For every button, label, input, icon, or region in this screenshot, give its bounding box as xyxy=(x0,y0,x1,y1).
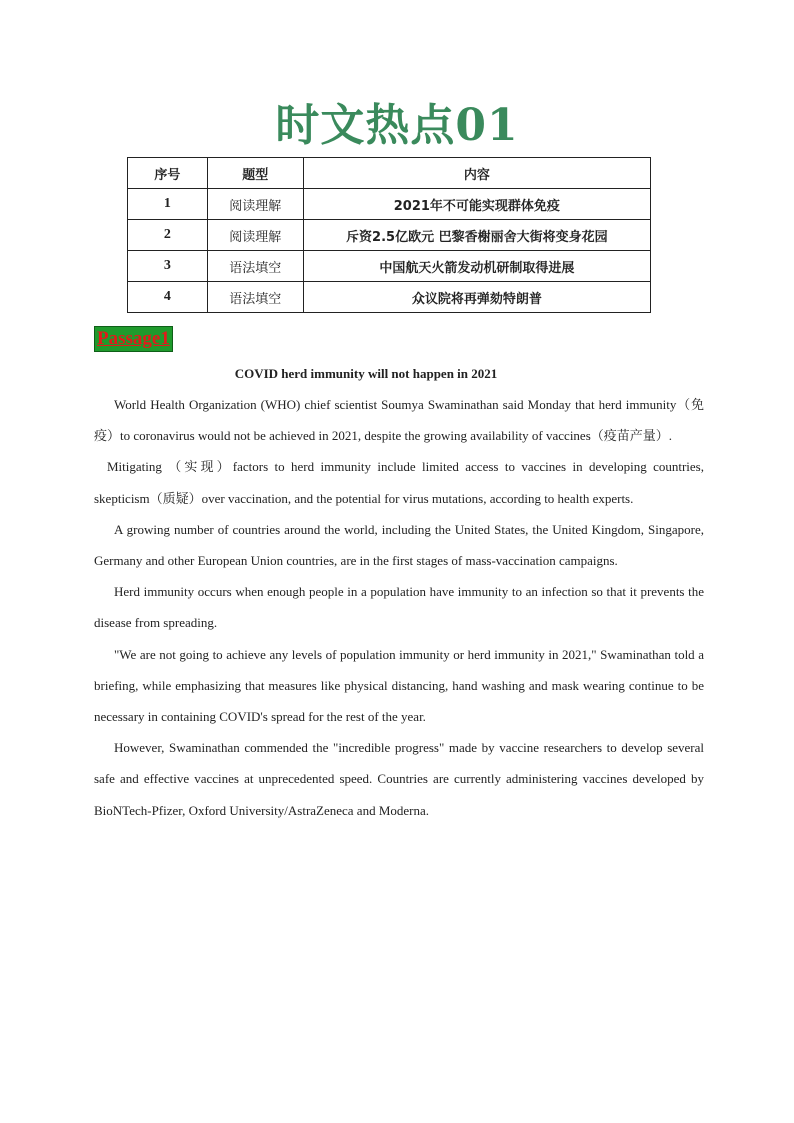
row-content: 众议院将再弹劾特朗普 xyxy=(303,282,650,313)
row-content: 2021年不可能实现群体免疫 xyxy=(303,189,650,220)
page-title: 时文热点01 xyxy=(275,100,519,151)
row-type: 阅读理解 xyxy=(207,189,303,220)
row-type: 语法填空 xyxy=(207,251,303,282)
table-header-row xyxy=(128,158,651,189)
header-content: 内容 xyxy=(303,158,650,189)
row-content: 中国航天火箭发动机研制取得进展 xyxy=(303,251,650,282)
row-number: 2 xyxy=(128,220,208,251)
article-paragraph: However, Swaminathan commended the "incredible progress" made by vaccine researchers to develop several safe and effective vaccines at unprecedented speed. Countries are currently administering vaccines developed by BioNTech-Pfizer, Oxford University/AstraZeneca and Moderna. xyxy=(94,740,704,818)
topics-table xyxy=(127,157,651,313)
header-type: 题型 xyxy=(207,158,303,189)
article-title: COVID herd immunity will not happen in 2021 xyxy=(234,366,498,381)
header-number: 序号 xyxy=(128,158,208,189)
row-type: 阅读理解 xyxy=(207,220,303,251)
table-row xyxy=(128,282,651,313)
row-number: 3 xyxy=(128,251,208,282)
row-number: 4 xyxy=(128,282,208,313)
article-paragraph: World Health Organization (WHO) chief scientist Soumya Swaminathan said Monday that herd immunity（免疫）to coronavirus would not be achieved in 2021, despite the growing availability of vaccines（疫苗产量）. xyxy=(94,397,704,444)
row-content: 斥资2.5亿欧元 巴黎香榭丽舍大街将变身花园 xyxy=(303,220,650,251)
article-paragraph: A growing number of countries around the world, including the United States, the United Kingdom, Singapore, Germany and other European Union countries, are in the first stages of mass-vaccination campaigns. xyxy=(94,521,704,569)
article-paragraph: "We are not going to achieve any levels of population immunity or herd immunity in 2021," Swaminathan told a briefing, while emphasizing that measures like physical distancing, hand washing and mask wearing continue to be necessary in containing COVID's spread for the rest of the year. xyxy=(94,646,704,725)
passage-label: Passage1 xyxy=(94,326,173,352)
table-row xyxy=(128,251,651,282)
article-paragraph: Herd immunity occurs when enough people in a population have immunity to an infection so that it prevents the disease from spreading. xyxy=(94,584,704,631)
article-body xyxy=(94,389,704,826)
article-paragraph: Mitigating （实现）factors to herd immunity include limited access to vaccines in developing countries, skepticism（质疑）over vaccination, and the potential for virus mutations, according to health experts. xyxy=(94,459,704,506)
table-row xyxy=(128,189,651,220)
row-number: 1 xyxy=(128,189,208,220)
table-row xyxy=(128,220,651,251)
row-type: 语法填空 xyxy=(207,282,303,313)
